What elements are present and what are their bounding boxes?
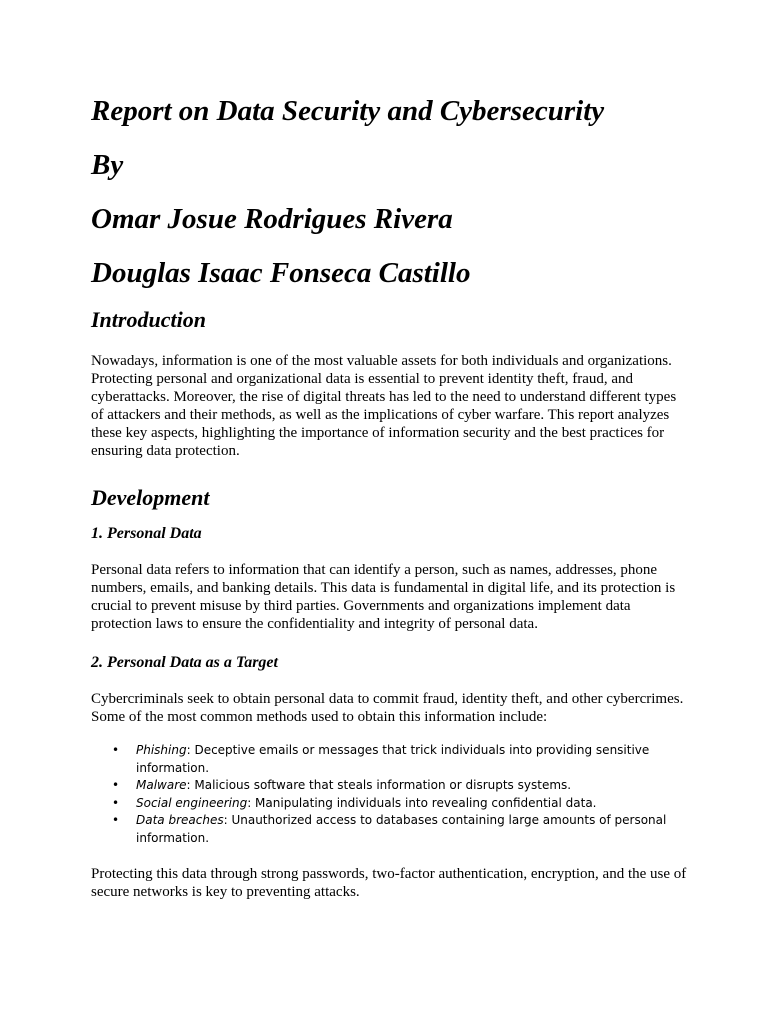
list-item-text: : Manipulating individuals into revealing confidential data. [247, 795, 597, 810]
section-2-intro: Cybercriminals seek to obtain personal data to commit fraud, identity theft, and other cybercrimes. Some of the most common methods used to obtain this information include: [91, 691, 684, 725]
author-name-2: Douglas Isaac Fonseca Castillo [91, 257, 471, 289]
list-item-term: Data breaches [136, 813, 224, 827]
section-1-paragraph: Personal data refers to information that can identify a person, such as names, addresses, phone numbers, emails, and banking details. This data is fundamental in digital life, and its protection is crucial to prevent misuse by third parties. Governments and organizations implement data protection laws to ensure the confidentiality and integrity of personal data. [91, 562, 676, 632]
list-item-term: Phishing [136, 743, 187, 757]
introduction-paragraph: Nowadays, information is one of the most valuable assets for both individuals and organizations. Protecting personal and organizational data is essential to prevent identity theft, fraud, and cyberattacks. Moreover, the rise of digital threats has led to the need to understand different types of attackers and their methods, as well as the implications of cyber warfare. This report analyzes these key aspects, highlighting the importance of information security and the best practices for ensuring data protection. [91, 353, 677, 459]
bullet-icon: • [112, 743, 120, 757]
section-2-closing-paragraph: Protecting this data through strong passwords, two-factor authentication, encryption, and the use of secure networks is key to preventing attacks. [91, 866, 687, 900]
section-2-heading: 2. Personal Data as a Target [91, 654, 278, 671]
report-title: Report on Data Security and Cybersecurity [91, 95, 605, 127]
list-item [91, 795, 691, 813]
list-item-term: Social engineering [136, 795, 248, 810]
bullet-icon: • [112, 778, 120, 792]
list-item-text: : Unauthorized access to databases containing large amounts of personal information. [136, 813, 667, 845]
bullet-icon: • [112, 795, 120, 810]
list-item-text: : Deceptive emails or messages that trick individuals into providing sensitive information. [136, 743, 650, 775]
author-name-1: Omar Josue Rodrigues Rivera [91, 203, 453, 235]
list-item [91, 742, 691, 777]
development-heading: Development [91, 485, 210, 510]
section-1-heading: 1. Personal Data [91, 525, 202, 542]
document-body [91, 92, 691, 901]
bullet-icon: • [112, 813, 120, 827]
byline-by: By [91, 149, 124, 181]
list-item-term: Malware [136, 778, 187, 792]
list-item-text: : Malicious software that steals information or disrupts systems. [186, 778, 572, 792]
introduction-heading: Introduction [91, 307, 206, 332]
report-title-block [91, 92, 691, 292]
attack-methods-list [91, 742, 691, 847]
list-item [91, 812, 691, 847]
list-item [91, 777, 691, 795]
